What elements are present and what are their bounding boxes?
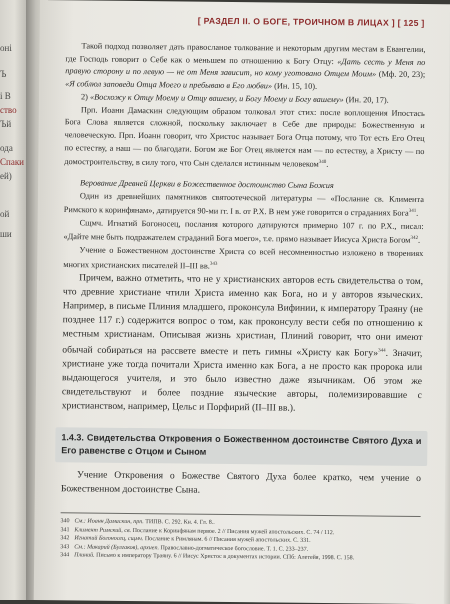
footnote: 344 Плиний. Письмо к императору Траяну. 6 // Иисус Христос в документах истории. СПб: Алетейя, 1998. С. 158. <box>60 552 355 562</box>
header-section: [ РАЗДЕЛ II. О БОГЕ, ТРОИЧНОМ В ЛИЦАХ ] <box>197 15 395 28</box>
body-text <box>61 40 426 500</box>
footnote-ref: 341 <box>408 209 417 215</box>
section-heading: 1.4.3. Свидетельства Откровения о Божественном достоинстве Святого Духа и Его равенстве с Отцом и Сыном <box>55 427 427 466</box>
paragraph-text: Сщмч. Игнатий Богоносец, послания которого датируются примерно 107 г. по Р.Х., писал: «Дайте мне быть подражателем страданий Бога моего», т.е. прямо называет Иисуса Христа Богом <box>63 218 424 246</box>
page-fragment: Спаки <box>0 157 25 167</box>
page-fragment: Ъ <box>0 69 7 79</box>
footnote: 342 Игнатий Богоносец, сщмч. Послание к Римлянам. 6 // Писания мужей апостольских. С. 331. <box>60 535 311 545</box>
page-fragment: оні <box>0 43 12 53</box>
paragraph: Один из древнейших памятников святоотеческой литературы — «Послание св. Климента Римского к коринфянам», датируется 90-ми гг. I в. от Р.Х. В нем уже говорится о страданиях Бога$^{341}$. <box>63 190 424 218</box>
paragraph <box>63 244 423 275</box>
paragraph: Учение Откровения о Божестве Святого Духа более кратко, чем учение о Божественном достоинстве Сына. <box>60 469 422 496</box>
footnote: 343 См.: Макарий (Булгаков), архиеп. Православно-догматическое богословие. Т. 1. С. 233–237. <box>60 544 309 553</box>
list-number: 2) <box>80 92 88 102</box>
book-page <box>34 0 450 604</box>
footnote-ref: 344 <box>378 348 386 354</box>
subsection-caption: Верование Древней Церкви в Божественное достоинство Сына Божия <box>80 178 334 190</box>
page-fragment: ши <box>0 229 12 239</box>
paragraph-text: Причем, важно отметить, что не у христианских авторов есть свидетельства о том, что древние христиане чтили Христа именно как Бога, но и у авторов языческих. Например, в письме Плиния младшего, проконсула Вифинии, к императору Траяну (не позднее 117 г.) содержится вопрос о том, как проконсулу вести себя по отношению к местным христианам. Описывая жизнь христиан, Плиний говорит, что они имеют обычай собираться на рассвете вместе и петь гимны «Христу как Богу» <box>62 272 424 359</box>
reference: (Ин. 15, 10). <box>274 81 318 92</box>
reference: (Мф. 20, 23); <box>378 69 426 80</box>
footnote-ref: 343 <box>209 261 218 267</box>
page-edge <box>444 4 450 604</box>
paragraph-text: Такой подход позволяет дать правосланое толкование и некоторым другим местам в Евангелии, где Господь говорит о Себе как о меньшем по отношению к Богу Отцу: <box>65 41 426 66</box>
paragraph-text: Учение о Божественном достоинстве Христа со всей несомненностью изложено в творениях многих христианских писателей II–III вв. <box>63 245 424 271</box>
paragraph-text: Один из древнейших памятников святоотеческой литературы — «Послание св. Климента Римского к коринфянам», датируется 90-ми гг. I в. от Р.Х. В нем уже говорится о страданиях Бога <box>63 190 424 218</box>
page-fragment: і В <box>0 91 11 101</box>
paragraph: Сщмч. Игнатий Богоносец, послания которого датируются примерно 107 г. по Р.Х., писал: «Дайте мне быть подражателем страданий Бога моего», т.е. прямо называет Иисуса Христа Богом$^{342}$. <box>63 218 424 246</box>
footnote-ref: 342 <box>410 236 419 242</box>
page-number: [ 125 ] <box>397 17 425 29</box>
paragraph <box>65 40 426 95</box>
quote: «Восхожу к Отцу Моему и Отцу вашему, и Богу Моему и Богу вашему» <box>89 92 344 104</box>
running-header <box>198 16 450 35</box>
page-fragment: ей) <box>0 171 12 181</box>
footnote-ref: 340 <box>318 160 327 166</box>
page-fragment: ой <box>0 209 10 219</box>
quote: «Я соблюл заповеди Отца Моего и пребываю в Его любви» <box>65 79 273 91</box>
page-fragment: ство <box>0 105 17 115</box>
paragraph <box>62 271 423 417</box>
paragraph-text: . Значит, христиане уже тогда почитали Христа именно как Бога, а не просто как пророка или выдающегося учителя, и это было известно даже язычникам. Об этом же свидетельствуют и более поздние языческие авторы, полемизировавшие с христианством, например, Цельс и Порфирий (II–III вв.). <box>61 347 423 414</box>
page-fragment: Ъй <box>0 119 12 129</box>
page-fragment: ода <box>0 143 13 153</box>
paragraph: Прп. Иоанн Дамаскин следующим образом толковал этот стих: после воплощения Ипостась Бога Слова является сложной, поскольку заключает в Себе две природы: Божественную и человеческую. Прп. Иоанн говорит, что Христос называет Бога Отца потому, что Тот есть Его Отец по естеству, а наш — по благодати. Богом же Бог Отец является нам — по естеству, а Христу — по домостроительству, в силу того, что Сын сделался истинным человеком$^{340}$. <box>64 104 425 170</box>
footnotes <box>60 512 420 564</box>
footnote: 341 Климент Римский, св. Послание к Коринфянам первое. 2 // Писания мужей апостольских. С. 74 / 112. <box>60 526 335 536</box>
quote: «Дать сесть у Меня по правую сторону и по левую — не от Меня зависит, но кому уготовано Отцем Моим» <box>65 56 426 79</box>
previous-page-edge <box>0 0 28 600</box>
paragraph-text: Прп. Иоанн Дамаскин следующим образом толковал этот стих: после воплощения Ипостась Бога Слова является сложной, поскольку заключает в Себе две природы: Божественную и человеческую. Прп. Иоанн говорит, что Христос называет Бога Отца потому, что Тот есть Его Отец по естеству, а наш — по благодати. Богом же Бог Отец является нам — по естеству, а Христу — по домостроительству, в силу того, что Сын сделался истинным человеком <box>64 104 425 170</box>
footnote: 340 См.: Иоанн Дамаскин, прп. ТИПВ. С. 292. Кн. 4. Гл. 8.. <box>60 518 215 526</box>
reference: (Ин. 20, 17). <box>345 95 389 105</box>
